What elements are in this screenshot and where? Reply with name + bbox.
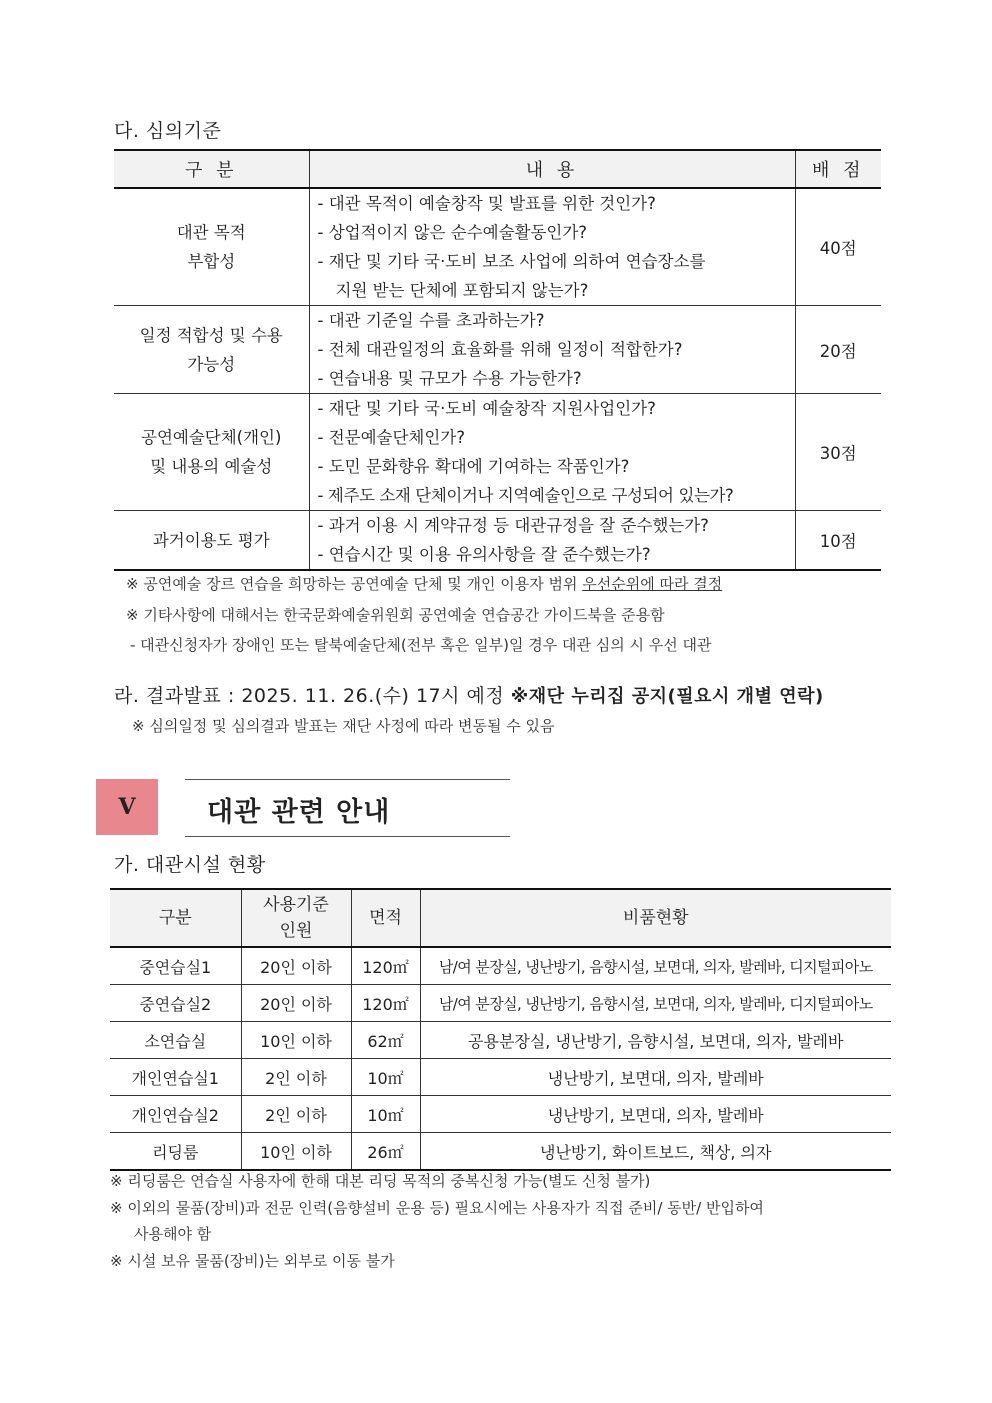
facility-equipment: 냉난방기, 보면대, 의자, 발레바: [420, 1059, 891, 1096]
criterion-label: 부합성: [187, 252, 236, 271]
facility-note-3: ※ 시설 보유 물품(장비)는 외부로 이동 불가: [110, 1252, 395, 1270]
section-ga-heading: 가. 대관시설 현황: [114, 854, 266, 876]
criterion-score: 30점: [795, 394, 881, 511]
section-title: 대관 관련 안내: [207, 797, 391, 828]
facility-capacity: 10인 이하: [241, 1022, 351, 1059]
section-title-box: [185, 779, 510, 837]
criterion-item: - 재단 및 기타 국·도비 보조 사업에 의하여 연습장소를: [317, 252, 706, 271]
result-note: ※ 심의일정 및 심의결과 발표는 재단 사정에 따라 변동될 수 있음: [132, 717, 555, 735]
criterion-item: - 재단 및 기타 국·도비 예술창작 지원사업인가?: [317, 399, 656, 418]
facility-name: 리딩룸: [110, 1133, 241, 1171]
criterion-item: - 연습시간 및 이용 유의사항을 잘 준수했는가?: [317, 545, 651, 564]
facility-area-unit: ㎡: [387, 1142, 404, 1162]
criterion-item: - 대관 목적이 예술창작 및 발표를 위한 것인가?: [317, 194, 656, 213]
facility-name: 중연습실2: [110, 985, 241, 1022]
facility-area: [351, 947, 420, 985]
criteria-note-1-text: ※ 공연예술 장르 연습을 희망하는 공연예술 단체 및 개인 이용자 범위: [126, 575, 583, 593]
criteria-header-category: 구 분: [114, 150, 309, 188]
criteria-note-1-underlined: 우선순위에 따라 결정: [582, 575, 723, 593]
facility-area-value: 62: [367, 1031, 388, 1051]
facility-header-type: 구분: [110, 889, 241, 947]
facility-area-unit: ㎡: [392, 957, 409, 977]
facility-area: [351, 985, 420, 1022]
table-row: [114, 511, 881, 571]
table-row: [110, 1059, 891, 1096]
criterion-item: - 과거 이용 시 계약규정 등 대관규정을 잘 준수했는가?: [317, 516, 709, 535]
facility-capacity: 2인 이하: [241, 1096, 351, 1133]
criteria-table: [114, 149, 881, 571]
criteria-note-3: - 대관신청자가 장애인 또는 탈북예술단체(전부 혹은 일부)일 경우 대관 심의 시 우선 대관: [130, 636, 712, 654]
facility-area: [351, 1022, 420, 1059]
table-row: [110, 985, 891, 1022]
criterion-item: - 전문예술단체인가?: [317, 428, 465, 447]
facility-note-2: ※ 이외의 물품(장비)과 전문 인력(음향설비 운용 등) 필요시에는 사용자가 직접 준비/ 동반/ 반입하여: [110, 1199, 764, 1217]
facility-name: 개인연습실2: [110, 1096, 241, 1133]
criterion-label: 및 내용의 예술성: [150, 457, 273, 476]
criterion-item: - 상업적이지 않은 순수예술활동인가?: [317, 223, 588, 242]
criterion-item: - 대관 기준일 수를 초과하는가?: [317, 311, 545, 330]
section-number-badge: Ⅴ: [96, 779, 158, 835]
criterion-label: 과거이용도 평가: [152, 530, 270, 550]
facility-note-2-cont: 사용해야 함: [134, 1225, 212, 1243]
facility-name: 개인연습실1: [110, 1059, 241, 1096]
section-da-heading: 다. 심의기준: [114, 120, 222, 142]
criteria-header-content: 내 용: [309, 150, 795, 188]
table-row: [114, 306, 881, 394]
facility-area-unit: ㎡: [392, 994, 409, 1014]
facility-capacity: 2인 이하: [241, 1059, 351, 1096]
facility-header-area: 면적: [351, 889, 420, 947]
result-announcement: [114, 681, 824, 708]
facility-capacity: 20인 이하: [241, 947, 351, 985]
criteria-note-2: ※ 기타사항에 대해서는 한국문화예술위원회 공연예술 연습공간 가이드북을 준용함: [126, 606, 665, 624]
facility-area-value: 10: [367, 1068, 388, 1088]
result-announcement-text: 라. 결과발표 : 2025. 11. 26.(수) 17시 예정: [114, 685, 505, 707]
facility-area: [351, 1096, 420, 1133]
criterion-label: 일정 적합성 및 수용: [139, 325, 283, 345]
facility-area-value: 120: [362, 994, 393, 1014]
facility-header-equipment: 비품현황: [420, 889, 891, 947]
facility-area: [351, 1133, 420, 1171]
criterion-item: - 제주도 소재 단체이거나 지역예술인으로 구성되어 있는가?: [317, 486, 734, 505]
criterion-score: 10점: [795, 511, 881, 571]
facility-area-value: 10: [367, 1105, 388, 1125]
table-row: [114, 188, 881, 306]
facility-area-unit: ㎡: [387, 1105, 404, 1125]
facility-table: [110, 888, 891, 1171]
facility-equipment: 남/여 분장실, 냉난방기, 음향시설, 보면대, 의자, 발레바, 디지털피아노: [420, 947, 891, 985]
facility-header-capacity-line: 사용기준: [263, 895, 329, 915]
table-row: [114, 394, 881, 511]
facility-area: [351, 1059, 420, 1096]
criteria-note-1: [126, 573, 722, 594]
table-row: [110, 947, 891, 985]
facility-note-1: ※ 리딩룸은 연습실 사용자에 한해 대본 리딩 목적의 중복신청 가능(별도 신청 불가): [110, 1172, 651, 1190]
facility-capacity: 20인 이하: [241, 985, 351, 1022]
criterion-label: 대관 목적: [176, 223, 246, 242]
criterion-item: 지원 받는 단체에 포함되지 않는가?: [335, 281, 589, 300]
facility-header-capacity-line: 인원: [279, 921, 313, 941]
criterion-label: 가능성: [187, 354, 236, 374]
table-row: [110, 1096, 891, 1133]
facility-name: 소연습실: [110, 1022, 241, 1059]
facility-equipment: 공용분장실, 냉난방기, 음향시설, 보면대, 의자, 발레바: [420, 1022, 891, 1059]
facility-area-unit: ㎡: [387, 1068, 404, 1088]
criterion-score: 20점: [795, 306, 881, 394]
result-announcement-bold-note: ※재단 누리집 공지(필요시 개별 연락): [510, 686, 824, 707]
facility-area-value: 26: [367, 1142, 388, 1162]
facility-area-unit: ㎡: [387, 1031, 404, 1051]
facility-equipment: 남/여 분장실, 냉난방기, 음향시설, 보면대, 의자, 발레바, 디지털피아노: [420, 985, 891, 1022]
facility-name: 중연습실1: [110, 947, 241, 985]
criterion-item: - 도민 문화향유 확대에 기여하는 작품인가?: [317, 457, 630, 476]
table-row: [110, 1133, 891, 1171]
facility-header-capacity: [241, 889, 351, 947]
facility-equipment: 냉난방기, 화이트보드, 책상, 의자: [420, 1133, 891, 1171]
criterion-label: 공연예술단체(개인): [141, 428, 282, 447]
criterion-score: 40점: [795, 188, 881, 306]
facility-area-value: 120: [362, 957, 393, 977]
facility-equipment: 냉난방기, 보면대, 의자, 발레바: [420, 1096, 891, 1133]
facility-capacity: 10인 이하: [241, 1133, 351, 1171]
criterion-item: - 전체 대관일정의 효율화를 위해 일정이 적합한가?: [317, 340, 683, 359]
criterion-item: - 연습내용 및 규모가 수용 가능한가?: [317, 369, 582, 388]
table-row: [110, 1022, 891, 1059]
criteria-header-score: 배 점: [795, 150, 881, 188]
